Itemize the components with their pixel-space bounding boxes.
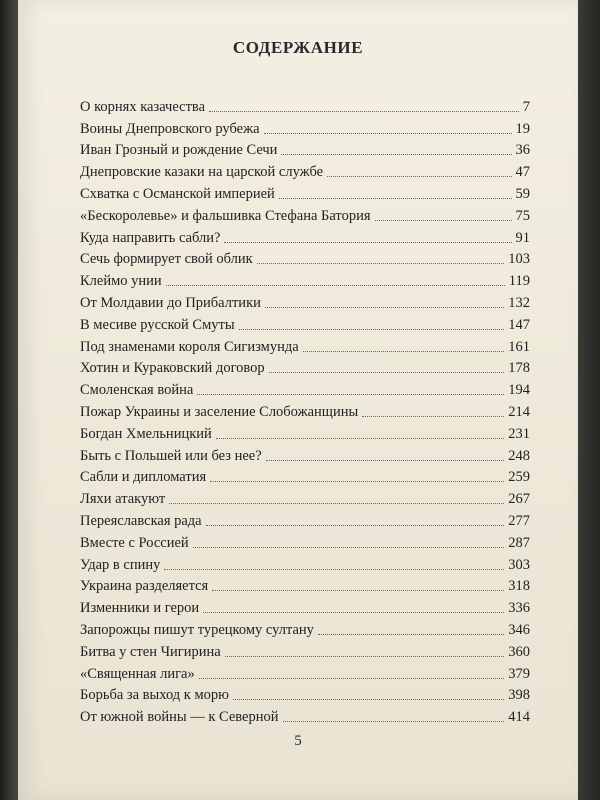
book-spine-shadow: [0, 0, 20, 800]
toc-dot-leader: [318, 633, 504, 635]
toc-entry-title: О корнях казачества: [80, 98, 206, 115]
toc-entry: [80, 116, 530, 138]
toc-entry-title: Пожар Украины и заселение Слобожанщины: [80, 403, 359, 420]
toc-entry-page: 47: [515, 164, 530, 181]
table-of-contents: [80, 94, 530, 726]
toc-dot-leader: [279, 197, 512, 199]
toc-dot-leader: [209, 110, 519, 112]
toc-dot-leader: [239, 328, 505, 330]
toc-entry-page: 75: [515, 207, 530, 224]
toc-dot-leader: [264, 132, 512, 134]
toc-entry-title: Клеймо унии: [80, 273, 162, 290]
toc-entry-page: 277: [508, 512, 530, 529]
toc-entry-page: 147: [508, 316, 530, 333]
toc-entry-title: От южной войны — к Северной: [80, 709, 279, 726]
toc-entry-title: Украина разделяется: [80, 578, 209, 595]
toc-dot-leader: [199, 677, 505, 679]
toc-entry-title: Ляхи атакуют: [80, 491, 166, 508]
toc-entry: [80, 421, 530, 443]
toc-entry-page: 19: [515, 120, 530, 137]
toc-entry: [80, 508, 530, 530]
toc-entry-page: 231: [508, 425, 530, 442]
toc-entry: [80, 486, 530, 508]
toc-entry-title: Днепровские казаки на царской службе: [80, 164, 324, 181]
toc-dot-leader: [164, 568, 504, 570]
toc-entry: [80, 552, 530, 574]
toc-entry: [80, 159, 530, 181]
toc-entry-page: 414: [508, 709, 530, 726]
toc-entry: [80, 268, 530, 290]
toc-entry-page: 346: [508, 621, 530, 638]
toc-dot-leader: [257, 262, 505, 264]
toc-entry: [80, 465, 530, 487]
toc-entry-title: Иван Грозный и рождение Сечи: [80, 142, 278, 159]
toc-entry-page: 287: [508, 534, 530, 551]
toc-entry-title: Изменники и герои: [80, 600, 200, 617]
toc-entry-title: «Священная лига»: [80, 665, 195, 682]
toc-entry-title: Битва у стен Чигирина: [80, 643, 221, 660]
toc-dot-leader: [206, 524, 505, 526]
toc-entry-page: 318: [508, 578, 530, 595]
toc-entry: [80, 94, 530, 116]
toc-dot-leader: [327, 175, 511, 177]
toc-entry: [80, 574, 530, 596]
toc-dot-leader: [269, 371, 505, 373]
toc-entry: [80, 247, 530, 269]
toc-entry-page: 248: [508, 447, 530, 464]
toc-entry-page: 259: [508, 469, 530, 486]
toc-entry: [80, 683, 530, 705]
toc-dot-leader: [265, 306, 504, 308]
book-page: [18, 0, 578, 800]
toc-entry-title: Быть с Польшей или без нее?: [80, 447, 262, 464]
toc-dot-leader: [212, 589, 504, 591]
toc-entry: [80, 312, 530, 334]
toc-entry: [80, 225, 530, 247]
toc-dot-leader: [266, 459, 505, 461]
toc-dot-leader: [210, 480, 504, 482]
toc-entry-title: Хотин и Кураковский договор: [80, 360, 265, 377]
toc-entry-title: Богдан Хмельницкий: [80, 425, 212, 442]
toc-dot-leader: [166, 284, 505, 286]
toc-dot-leader: [225, 655, 505, 657]
toc-entry-page: 119: [508, 273, 530, 290]
toc-entry-title: Схватка с Османской империей: [80, 185, 275, 202]
toc-entry-title: Борьба за выход к морю: [80, 687, 229, 704]
toc-entry-page: 379: [508, 665, 530, 682]
toc-entry-page: 36: [515, 142, 530, 159]
toc-entry-page: 103: [508, 251, 530, 268]
toc-entry-title: Смоленская война: [80, 382, 194, 399]
page-number: 5: [294, 733, 302, 749]
toc-entry-page: 398: [508, 687, 530, 704]
toc-entry: [80, 377, 530, 399]
toc-entry: [80, 399, 530, 421]
toc-entry-page: 303: [508, 556, 530, 573]
toc-entry: [80, 138, 530, 160]
toc-entry: [80, 704, 530, 726]
toc-entry-page: 360: [508, 643, 530, 660]
toc-entry-title: Сечь формирует свой облик: [80, 251, 253, 268]
toc-entry: [80, 595, 530, 617]
page-title: СОДЕРЖАНИЕ: [232, 38, 364, 57]
toc-entry-title: Запорожцы пишут турецкому султану: [80, 621, 314, 638]
toc-entry-page: 161: [508, 338, 530, 355]
toc-dot-leader: [283, 720, 505, 722]
toc-dot-leader: [303, 350, 505, 352]
toc-entry: [80, 334, 530, 356]
toc-entry-title: Куда направить сабли?: [80, 229, 221, 246]
toc-entry-title: От Молдавии до Прибалтики: [80, 294, 261, 311]
toc-entry-title: Сабли и дипломатия: [80, 469, 207, 486]
toc-entry-page: 7: [522, 98, 530, 115]
toc-entry: [80, 203, 530, 225]
toc-entry-title: Под знаменами короля Сигизмунда: [80, 338, 299, 355]
toc-dot-leader: [375, 219, 512, 221]
toc-dot-leader: [193, 546, 505, 548]
toc-entry-title: Удар в спину: [80, 556, 161, 573]
toc-entry-page: 194: [508, 382, 530, 399]
toc-entry-title: «Бескоролевье» и фальшивка Стефана Батория: [80, 207, 371, 224]
toc-dot-leader: [362, 415, 504, 417]
toc-entry: [80, 181, 530, 203]
toc-dot-leader: [203, 611, 504, 613]
toc-entry: [80, 290, 530, 312]
toc-entry-title: Вместе с Россией: [80, 534, 189, 551]
toc-entry-page: 336: [508, 600, 530, 617]
toc-dot-leader: [233, 698, 504, 700]
toc-entry: [80, 356, 530, 378]
toc-entry-page: 59: [515, 185, 530, 202]
toc-entry: [80, 639, 530, 661]
toc-entry-page: 132: [508, 294, 530, 311]
toc-dot-leader: [216, 437, 504, 439]
toc-entry-page: 91: [515, 229, 530, 246]
toc-entry: [80, 661, 530, 683]
toc-dot-leader: [281, 153, 511, 155]
toc-entry: [80, 530, 530, 552]
toc-entry-page: 267: [508, 491, 530, 508]
background-edge: [578, 0, 600, 800]
toc-dot-leader: [169, 502, 504, 504]
toc-entry-title: Воины Днепровского рубежа: [80, 120, 260, 137]
toc-entry-title: Переяславская рада: [80, 512, 202, 529]
toc-dot-leader: [224, 241, 511, 243]
toc-entry-title: В месиве русской Смуты: [80, 316, 235, 333]
toc-dot-leader: [197, 393, 504, 395]
toc-entry: [80, 443, 530, 465]
toc-entry: [80, 617, 530, 639]
toc-entry-page: 178: [508, 360, 530, 377]
toc-entry-page: 214: [508, 403, 530, 420]
